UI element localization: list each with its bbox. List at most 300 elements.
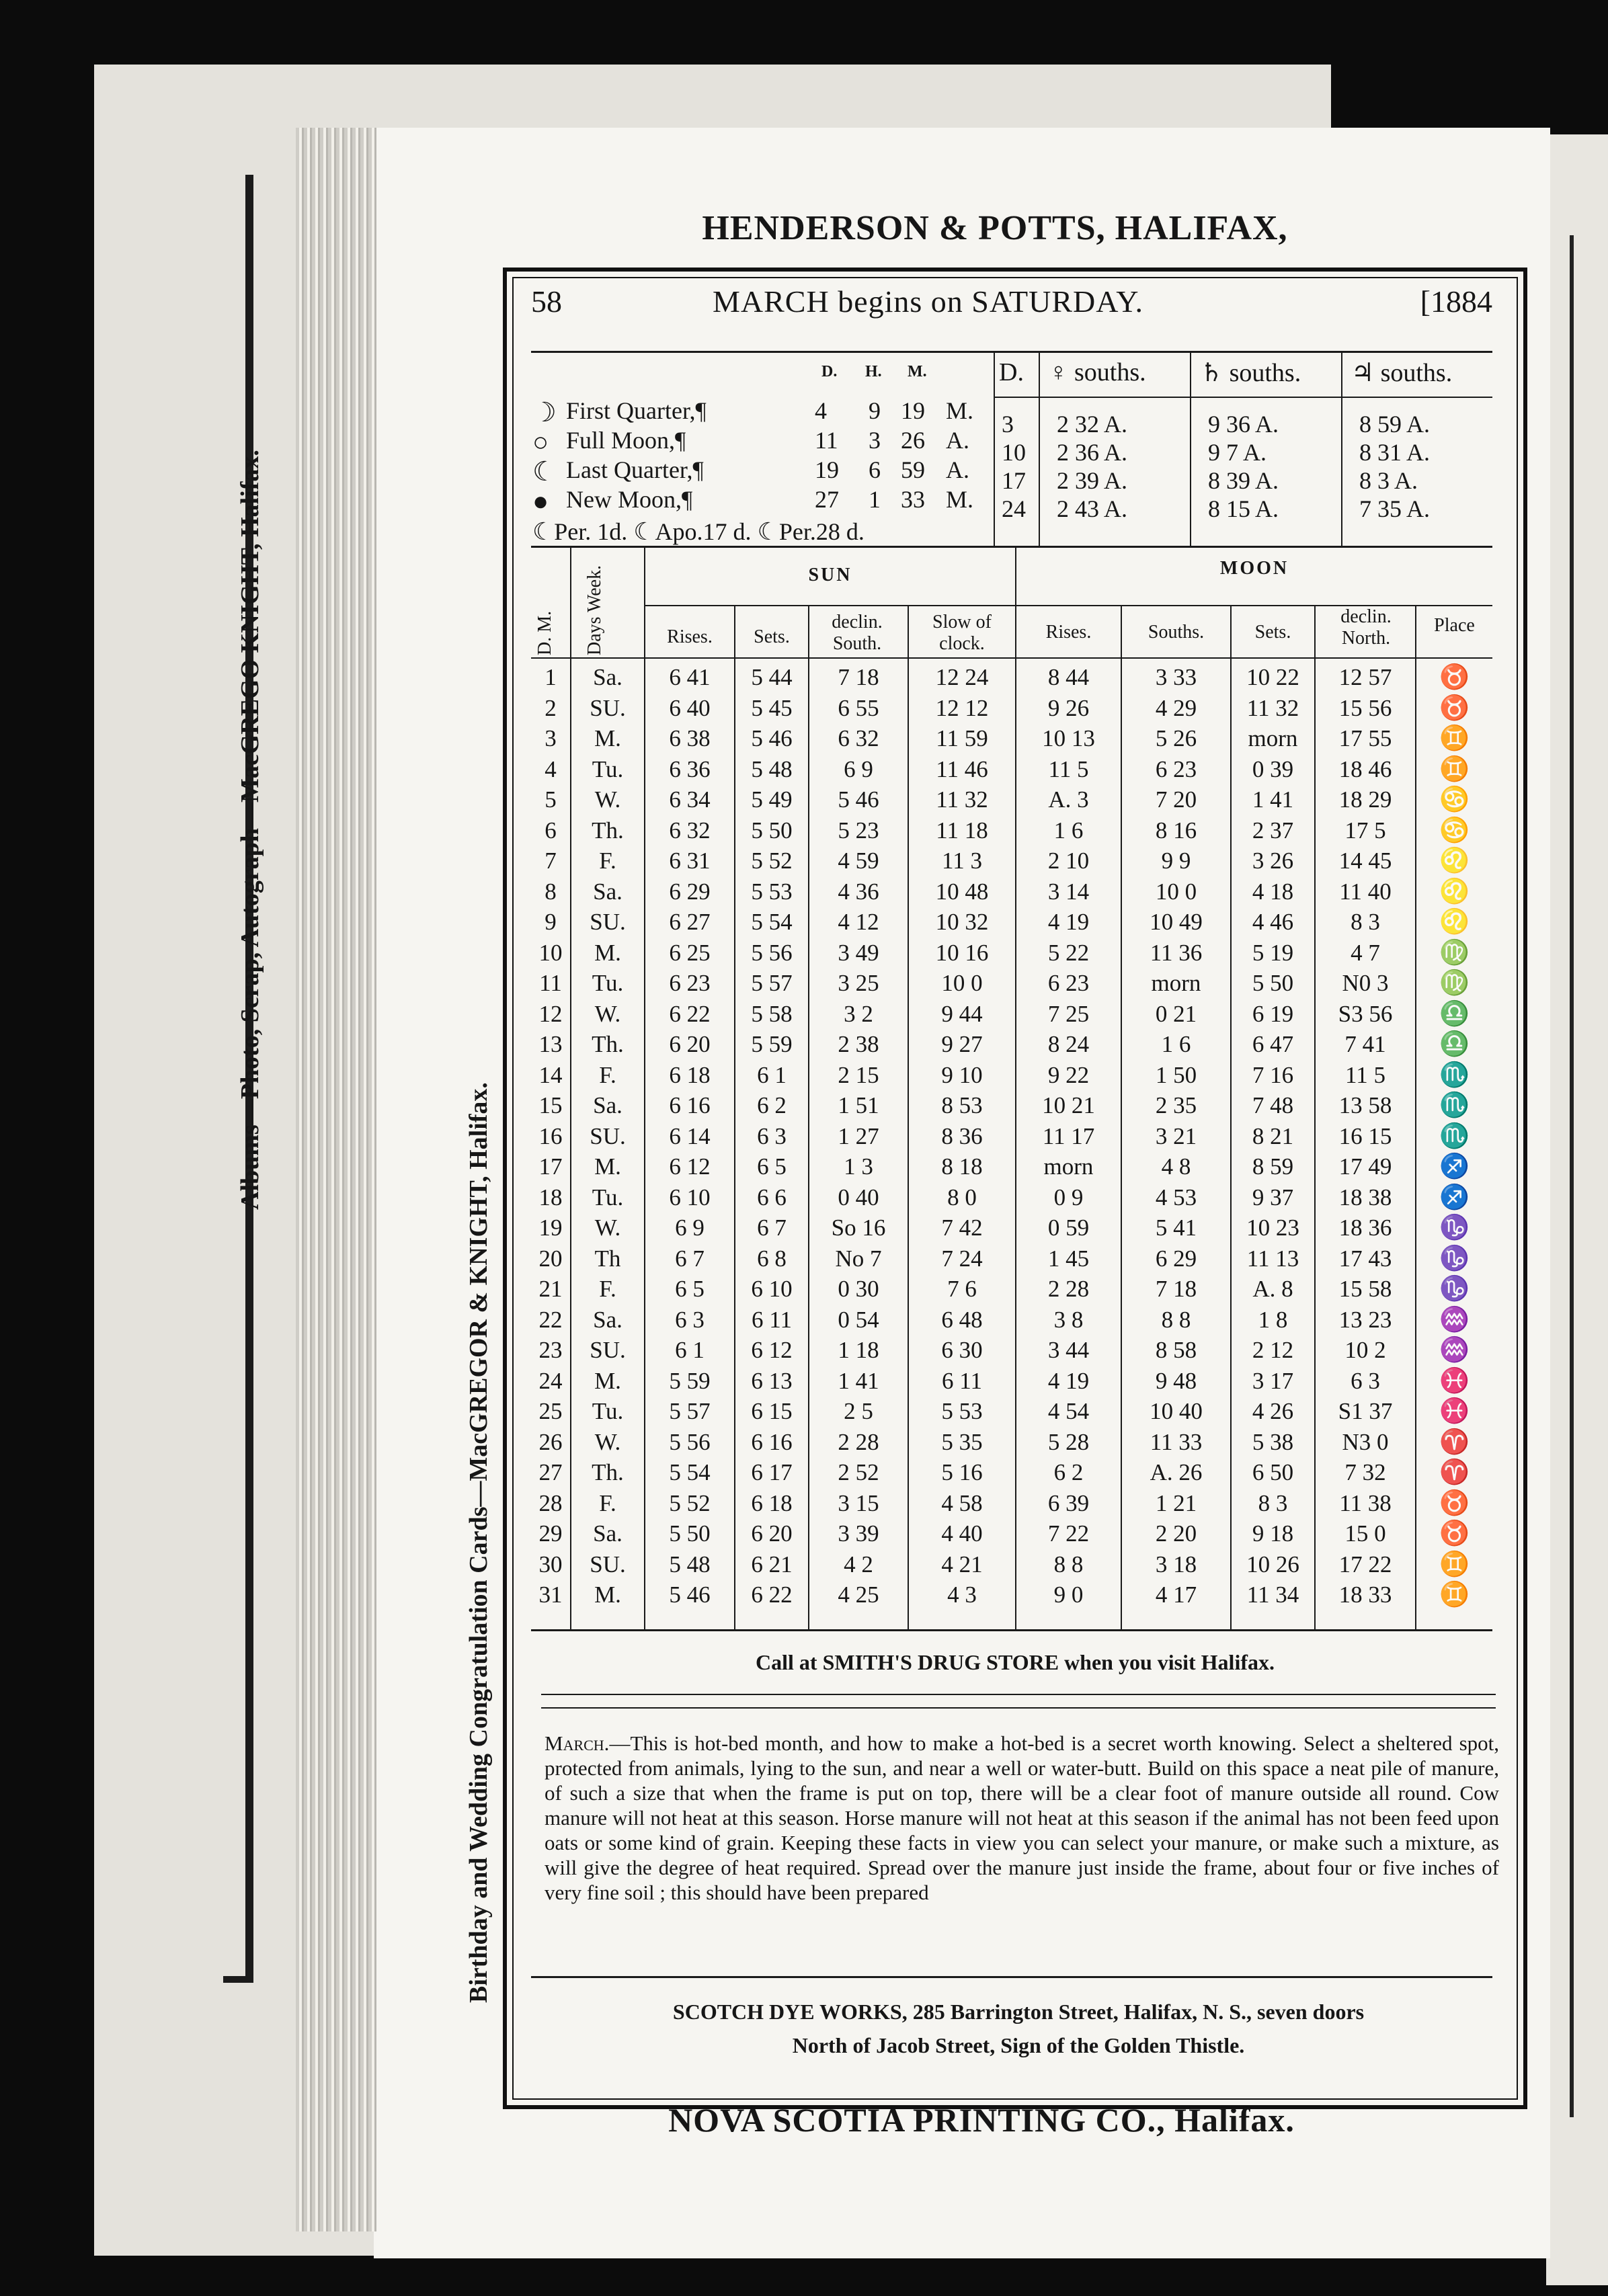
moon-declination-cell: 15 56	[1338, 694, 1392, 721]
day-of-week-cell: SU.	[590, 694, 626, 721]
moon-sets-cell: 5 19	[1252, 939, 1294, 966]
moon-rises-cell: 5 22	[1047, 939, 1090, 966]
moon-declination-cell: 8 3	[1351, 909, 1380, 935]
table-row	[531, 1396, 1492, 1426]
sun-declination-cell: 3 25	[838, 970, 879, 996]
jupiter-souths: 8 59 A.	[1359, 411, 1431, 438]
phase-name: First Quarter,¶	[566, 397, 707, 424]
march-gardening-note	[545, 1731, 1499, 1905]
sun-sets-cell: 6 18	[751, 1489, 793, 1516]
table-row	[531, 846, 1492, 876]
moon-rises-cell: 2 10	[1047, 848, 1090, 874]
slow-of-clock-cell: 11 59	[936, 725, 988, 751]
planet-header-d: D.	[999, 358, 1024, 386]
phase-minute: 59	[901, 456, 925, 483]
moon-rises-cell: 10 13	[1042, 725, 1095, 751]
sun-declination-cell: 0 30	[838, 1276, 879, 1302]
moon-rises-cell: 7 25	[1047, 1000, 1090, 1027]
phase-day: 27	[815, 486, 839, 513]
table-row	[531, 907, 1492, 937]
moon-declination-cell: 17 22	[1338, 1551, 1392, 1577]
moon-souths-cell: 4 29	[1155, 694, 1197, 721]
moon-sets-cell: 7 16	[1252, 1061, 1294, 1088]
sun-rises-cell: 5 57	[669, 1398, 711, 1424]
moon-declination-cell: 6 3	[1351, 1367, 1380, 1394]
page-stack-edge	[296, 128, 376, 2231]
sun-declination-cell: 1 27	[838, 1122, 879, 1149]
sun-rises-cell: 5 54	[669, 1459, 711, 1485]
sun-declination-cell: 1 51	[838, 1092, 879, 1118]
day-of-month-cell: 13	[538, 1031, 563, 1057]
slow-of-clock-cell: 5 35	[941, 1428, 983, 1455]
day-of-month-header: D. M.	[534, 610, 555, 655]
moon-sets-cell: 0 39	[1252, 755, 1294, 782]
day-of-month-cell: 8	[545, 878, 557, 905]
scotch-dye-works-advertisement	[531, 1995, 1506, 2062]
moon-sets-cell: 6 50	[1252, 1459, 1294, 1485]
day-of-month-cell: 24	[538, 1367, 563, 1394]
sun-declination-cell: 2 5	[844, 1398, 873, 1424]
moon-rises-cell: 6 39	[1047, 1489, 1090, 1516]
day-of-week-cell: W.	[594, 1215, 621, 1241]
day-of-week-cell: Sa.	[593, 1092, 622, 1118]
saturn-souths: 8 39 A.	[1208, 467, 1279, 494]
moon-group-header: MOON	[1219, 558, 1289, 579]
moon-sets-header: Sets.	[1254, 622, 1291, 643]
slow-of-clock-cell: 8 0	[947, 1184, 977, 1211]
venus-souths: 2 39 A.	[1057, 467, 1128, 494]
moon-place-sign-icon: ♍	[1439, 938, 1470, 966]
moon-rises-cell: 4 54	[1047, 1398, 1090, 1424]
phases-bottom-rule	[531, 546, 1492, 548]
sun-sets-cell: 6 6	[757, 1184, 787, 1211]
moon-place-sign-icon: ♊	[1439, 725, 1470, 751]
sun-rises-cell: 5 59	[669, 1367, 711, 1394]
phase-am-pm: A.	[946, 456, 969, 483]
moon-sets-cell: 6 47	[1252, 1031, 1294, 1057]
table-row	[531, 968, 1492, 998]
sun-rises-cell: 6 12	[669, 1153, 711, 1180]
slow-of-clock-cell: 10 48	[935, 878, 989, 905]
sun-declination-cell: 3 49	[838, 939, 879, 966]
day-of-week-header: Days Week.	[584, 565, 605, 655]
moon-rises-cell: 8 24	[1047, 1031, 1090, 1057]
moon-souths-cell: 3 21	[1155, 1122, 1197, 1149]
moon-sets-cell: 9 37	[1252, 1184, 1294, 1211]
moon-sets-cell: 10 26	[1246, 1551, 1299, 1577]
sun-sets-cell: 5 57	[751, 970, 793, 996]
day-of-week-cell: W.	[594, 1428, 621, 1455]
day-of-month-cell: 2	[545, 694, 557, 721]
moon-place-sign-icon: ♋	[1439, 816, 1470, 844]
day-of-month-cell: 4	[545, 755, 557, 782]
moon-sets-cell: 1 8	[1258, 1306, 1288, 1333]
day-of-week-cell: M.	[594, 725, 621, 751]
phase-glyph-icon: ●	[532, 486, 549, 516]
table-row	[531, 1518, 1492, 1549]
sun-declination-cell: 6 9	[844, 755, 873, 782]
sun-declination-header: declin. South.	[832, 612, 883, 654]
venus-souths: 2 43 A.	[1057, 495, 1128, 522]
moon-declination-cell: 13 23	[1338, 1306, 1392, 1333]
moon-place-sign-icon: ♌	[1439, 847, 1470, 874]
moon-souths-cell: 9 48	[1155, 1367, 1197, 1394]
moon-place-sign-icon: ♌	[1439, 908, 1470, 935]
table-row	[531, 1274, 1492, 1304]
moon-souths-cell: 8 8	[1161, 1306, 1191, 1333]
moon-declination-cell: S3 56	[1338, 1000, 1393, 1027]
day-of-week-cell: F.	[599, 848, 616, 874]
table-row	[531, 1121, 1492, 1151]
ad-rule-2	[541, 1707, 1496, 1709]
day-of-week-cell: F.	[599, 1061, 616, 1088]
planet-header-venus: ♀ souths.	[1049, 358, 1146, 386]
moon-souths-cell: 10 0	[1155, 878, 1197, 905]
perigee-apogee-text: ☾Per. 1d. ☾Apo.17 d. ☾Per.28 d.	[532, 518, 865, 545]
facing-page-rule-foot	[223, 1976, 253, 1983]
day-of-month-cell: 18	[538, 1184, 563, 1211]
day-of-month-cell: 3	[545, 725, 557, 751]
moon-place-sign-icon: ♈	[1439, 1428, 1470, 1455]
day-of-month-cell: 25	[538, 1398, 563, 1424]
moon-sets-cell: 10 23	[1246, 1215, 1299, 1241]
moon-rises-cell: 6 23	[1047, 970, 1090, 996]
moon-declination-cell: 11 5	[1345, 1061, 1385, 1088]
day-of-week-cell: Th	[594, 1245, 621, 1272]
table-row	[531, 1580, 1492, 1610]
next-page-edge	[1546, 134, 1608, 2285]
day-of-week-cell: M.	[594, 1582, 621, 1608]
jupiter-souths: 7 35 A.	[1359, 495, 1431, 522]
slow-of-clock-cell: 5 53	[941, 1398, 983, 1424]
moon-souths-cell: 5 41	[1155, 1215, 1197, 1241]
day-of-month-cell: 26	[538, 1428, 563, 1455]
jupiter-souths: 8 31 A.	[1359, 439, 1431, 466]
moon-declination-cell: 4 7	[1351, 939, 1380, 966]
day-of-month-cell: 31	[538, 1582, 563, 1608]
moon-place-sign-icon: ♓	[1439, 1397, 1470, 1424]
moon-rises-cell: 1 45	[1047, 1245, 1090, 1272]
sun-sets-cell: 5 54	[751, 909, 793, 935]
day-of-week-cell: Th.	[592, 817, 624, 844]
sun-rises-cell: 6 9	[675, 1215, 705, 1241]
day-of-month-cell: 7	[545, 848, 557, 874]
slow-of-clock-cell: 11 46	[936, 755, 988, 782]
sun-rises-cell: 6 38	[669, 725, 711, 751]
sun-rises-cell: 6 25	[669, 939, 711, 966]
sun-rises-cell: 6 23	[669, 970, 711, 996]
sun-declination-cell: 7 18	[838, 664, 879, 690]
moon-souths-cell: 6 29	[1155, 1245, 1197, 1272]
moon-souths-cell: 2 35	[1155, 1092, 1197, 1118]
phase-day: 4	[815, 397, 827, 424]
sun-sets-cell: 6 13	[751, 1367, 793, 1394]
slow-of-clock-cell: 10 16	[935, 939, 989, 966]
sun-declination-cell: 3 39	[838, 1520, 879, 1547]
sun-rises-cell: 6 34	[669, 786, 711, 813]
moon-place-sign-icon: ♌	[1439, 877, 1470, 905]
sun-sets-cell: 6 17	[751, 1459, 793, 1485]
moon-declination-cell: 17 49	[1338, 1153, 1392, 1180]
smith-drug-store-advertisement: Call at SMITH'S DRUG STORE when you visit Halifax.	[756, 1650, 1275, 1674]
moon-place-sign-icon: ♓	[1439, 1366, 1470, 1394]
moon-souths-cell: 5 26	[1155, 725, 1197, 751]
sun-declination-cell: No 7	[835, 1245, 882, 1272]
moon-place-sign-icon: ♏	[1439, 1061, 1470, 1088]
day-of-month-cell: 6	[545, 817, 557, 844]
day-of-month-cell: 10	[538, 939, 563, 966]
moon-souths-cell: 7 20	[1155, 786, 1197, 813]
moon-place-sign-icon: ♏	[1439, 1092, 1470, 1118]
moon-declination-cell: 12 57	[1338, 664, 1392, 690]
table-row	[531, 938, 1492, 968]
moon-souths-cell: 1 6	[1161, 1031, 1191, 1057]
facing-page-side-advertisement	[235, 1170, 265, 1210]
sun-declination-cell: 4 25	[838, 1582, 879, 1608]
moon-place-sign-icon: ♉	[1439, 1520, 1470, 1547]
sun-rises-cell: 6 32	[669, 817, 711, 844]
month-title: MARCH begins on SATURDAY.	[713, 284, 1144, 319]
sun-sets-cell: 5 45	[751, 694, 793, 721]
day-of-month-cell: 17	[538, 1153, 563, 1180]
slow-of-clock-cell: 9 10	[941, 1061, 983, 1088]
sun-sets-cell: 6 20	[751, 1520, 793, 1547]
day-of-month-cell: 27	[538, 1459, 563, 1485]
moon-rises-cell: 1 6	[1053, 817, 1084, 844]
phase-am-pm: A.	[946, 427, 969, 454]
sun-declination-cell: 2 52	[838, 1459, 879, 1485]
slow-of-clock-cell: 4 40	[941, 1520, 983, 1547]
moon-souths-cell: 2 20	[1155, 1520, 1197, 1547]
sun-rises-cell: 6 29	[669, 878, 711, 905]
day-of-month-cell: 22	[538, 1306, 563, 1333]
moon-declination-cell: 15 58	[1338, 1276, 1392, 1302]
moon-place-sign-icon: ♒	[1439, 1336, 1470, 1363]
planet-saturn-divider	[1341, 351, 1342, 546]
slow-of-clock-header: Slow of clock.	[932, 612, 992, 654]
moon-sets-cell: 8 21	[1252, 1122, 1294, 1149]
day-of-week-cell: M.	[594, 1367, 621, 1394]
phase-hour: 6	[869, 456, 881, 483]
sun-rises-cell: 6 18	[669, 1061, 711, 1088]
day-of-month-cell: 1	[545, 664, 557, 690]
moon-souths-cell: 8 58	[1155, 1337, 1197, 1363]
moon-rises-cell: morn	[1043, 1153, 1094, 1180]
moon-sets-cell: 9 18	[1252, 1520, 1294, 1547]
sun-declination-cell: 1 18	[838, 1337, 879, 1363]
sun-sets-cell: 5 53	[751, 878, 793, 905]
moon-sets-cell: 7 48	[1252, 1092, 1294, 1118]
moon-rises-cell: 11 17	[1042, 1122, 1095, 1149]
sun-sets-cell: 6 8	[757, 1245, 787, 1272]
table-row	[531, 662, 1492, 692]
day-of-month-cell: 11	[539, 970, 562, 996]
sun-group-header: SUN	[808, 565, 852, 585]
day-of-month-cell: 19	[538, 1215, 563, 1241]
table-bottom-rule	[531, 1629, 1492, 1631]
slow-of-clock-cell: 11 3	[942, 848, 982, 874]
moon-place-sign-icon: ♎	[1439, 1030, 1470, 1057]
moon-declination-cell: 18 38	[1338, 1184, 1392, 1211]
day-of-month-cell: 20	[538, 1245, 563, 1272]
moon-sets-cell: 3 17	[1252, 1367, 1294, 1394]
phase-hour: 1	[869, 486, 881, 513]
phase-header-h: H.	[865, 363, 882, 380]
sun-rises-cell: 6 27	[669, 909, 711, 935]
phase-day: 19	[815, 456, 839, 483]
moon-souths-cell: 8 16	[1155, 817, 1197, 844]
sun-rises-cell: 6 31	[669, 848, 711, 874]
moon-place-sign-icon: ♏	[1439, 1122, 1470, 1149]
day-of-month-cell: 14	[538, 1061, 563, 1088]
moon-souths-cell: morn	[1151, 970, 1201, 996]
moon-sets-cell: 5 50	[1252, 970, 1294, 996]
day-of-month-cell: 28	[538, 1489, 563, 1516]
day-of-week-cell: M.	[594, 939, 621, 966]
moon-declination-cell: 7 32	[1344, 1459, 1386, 1485]
planet-venus-divider	[1190, 351, 1191, 546]
table-row	[531, 754, 1492, 784]
moon-souths-cell: 3 18	[1155, 1551, 1197, 1577]
sun-declination-cell: 6 32	[838, 725, 879, 751]
moon-place-sign-icon: ♊	[1439, 1550, 1470, 1577]
slow-of-clock-cell: 7 6	[947, 1276, 977, 1302]
moon-rises-cell: 9 0	[1053, 1582, 1084, 1608]
moon-rises-cell: 7 22	[1047, 1520, 1090, 1547]
table-row	[531, 1060, 1492, 1090]
moon-souths-cell: 10 49	[1150, 909, 1203, 935]
sun-rises-cell: 6 5	[675, 1276, 705, 1302]
moon-rises-cell: 10 21	[1042, 1092, 1095, 1118]
table-row	[531, 1213, 1492, 1243]
day-of-week-cell: SU.	[590, 909, 626, 935]
sun-declination-cell: 0 54	[838, 1306, 879, 1333]
sun-declination-cell: 1 41	[838, 1367, 879, 1394]
planet-day: 10	[1002, 439, 1026, 466]
moon-place-sign-icon: ♊	[1439, 755, 1470, 782]
moon-declination-header: declin. North.	[1340, 606, 1392, 649]
moon-declination-cell: 17 5	[1344, 817, 1386, 844]
table-row	[531, 693, 1492, 723]
moon-place-sign-icon: ♉	[1439, 663, 1470, 690]
sun-rises-cell: 5 46	[669, 1582, 711, 1608]
day-of-week-cell: SU.	[590, 1122, 626, 1149]
phase-minute: 26	[901, 427, 925, 454]
moon-place-sign-icon: ♉	[1439, 1489, 1470, 1516]
moon-declination-cell: S1 37	[1338, 1398, 1393, 1424]
moon-souths-cell: 4 8	[1161, 1153, 1191, 1180]
bottom-imprint: NOVA SCOTIA PRINTING CO., Halifax.	[668, 2101, 1295, 2139]
day-of-month-cell: 16	[538, 1122, 563, 1149]
day-of-week-cell: SU.	[590, 1337, 626, 1363]
moon-sets-cell: 6 19	[1252, 1000, 1294, 1027]
slow-of-clock-cell: 6 11	[942, 1367, 982, 1394]
jupiter-souths: 8 3 A.	[1359, 467, 1418, 494]
moon-declination-cell: 11 38	[1339, 1489, 1392, 1516]
day-of-week-cell: F.	[599, 1489, 616, 1516]
sun-sets-cell: 6 1	[757, 1061, 787, 1088]
sun-sets-header: Sets.	[754, 626, 790, 647]
moon-sets-cell: 11 32	[1246, 694, 1299, 721]
day-of-week-cell: Th.	[592, 1031, 624, 1057]
moon-rises-cell: 2 28	[1047, 1276, 1090, 1302]
sun-rises-cell: 6 20	[669, 1031, 711, 1057]
calendar-table-body	[531, 662, 1492, 1630]
moon-souths-cell: 1 50	[1155, 1061, 1197, 1088]
day-of-week-cell: W.	[594, 786, 621, 813]
moon-rises-cell: 3 44	[1047, 1337, 1090, 1363]
sun-declination-cell: 2 15	[838, 1061, 879, 1088]
slow-of-clock-cell: 9 44	[941, 1000, 983, 1027]
planet-day: 17	[1002, 467, 1026, 494]
day-of-week-cell: Tu.	[592, 755, 624, 782]
page-number: 58	[531, 284, 562, 319]
moon-place-sign-icon: ♊	[1439, 1581, 1470, 1608]
sun-sets-cell: 6 2	[757, 1092, 787, 1118]
moon-place-sign-icon: ♈	[1439, 1459, 1470, 1485]
phase-name: Last Quarter,¶	[566, 456, 704, 483]
sun-sets-cell: 5 44	[751, 664, 793, 690]
sun-rises-cell: 6 40	[669, 694, 711, 721]
moon-rises-cell: A. 3	[1048, 786, 1089, 813]
sun-sets-cell: 6 16	[751, 1428, 793, 1455]
phase-hour: 9	[869, 397, 881, 424]
sun-sets-cell: 6 7	[757, 1215, 787, 1241]
march-note-body: —This is hot-bed month, and how to make a hot-bed is a secret worth knowing. Select a sheltered spot, protected from animals, lying to the sun, and near a well or water-butt. Build on this space a neat pile of manure, of such a size that when the frame is put on top, there will be a clear foot of manure outside all round. Cow manure will not heat at this season. Horse manure will not heat at this season if the animal has not been feed upon oats or some kind of grain. Keeping these facts in view you can select your manure, or make such a mixture, as will give the degree of heat required. Spread over the manure just inside the frame, about four or five inches of very fine soil ; this should have been prepared	[545, 1731, 1499, 1904]
sun-declination-cell: 5 23	[838, 817, 879, 844]
sun-sets-cell: 5 50	[751, 817, 793, 844]
table-row	[531, 1335, 1492, 1365]
moon-declination-cell: 18 46	[1338, 755, 1392, 782]
dye-works-line-1: SCOTCH DYE WORKS, 285 Barrington Street, Halifax, N. S., seven doors	[672, 2000, 1365, 2024]
slow-of-clock-cell: 4 21	[941, 1551, 983, 1577]
slow-of-clock-cell: 6 30	[941, 1337, 983, 1363]
moon-rises-cell: 4 19	[1047, 909, 1090, 935]
phase-am-pm: M.	[946, 397, 974, 424]
day-of-week-cell: Tu.	[592, 970, 624, 996]
moon-souths-cell: 10 40	[1150, 1398, 1203, 1424]
sun-declination-cell: 2 38	[838, 1031, 879, 1057]
running-head: HENDERSON & POTTS, HALIFAX,	[702, 209, 1288, 247]
moon-place-sign-icon: ♐	[1439, 1183, 1470, 1211]
moon-rises-cell: 4 19	[1047, 1367, 1090, 1394]
moon-place-sign-icon: ♑	[1439, 1214, 1470, 1241]
table-row	[531, 1549, 1492, 1580]
sun-rises-cell: 5 48	[669, 1551, 711, 1577]
day-of-month-cell: 9	[545, 909, 557, 935]
table-row	[531, 1029, 1492, 1059]
phase-divider	[994, 351, 995, 546]
sun-declination-cell: 5 46	[838, 786, 879, 813]
ad-rule-1	[541, 1694, 1496, 1695]
slow-of-clock-cell: 4 3	[947, 1582, 977, 1608]
planet-header-rule	[994, 397, 1492, 398]
moon-place-sign-icon: ♉	[1439, 694, 1470, 721]
sun-rises-cell: 6 36	[669, 755, 711, 782]
moon-souths-cell: A. 26	[1150, 1459, 1203, 1485]
moon-place-sign-icon: ♑	[1439, 1244, 1470, 1272]
slow-of-clock-cell: 8 53	[941, 1092, 983, 1118]
march-note-lead: March.	[545, 1731, 610, 1755]
slow-of-clock-cell: 8 18	[941, 1153, 983, 1180]
day-of-week-cell: Tu.	[592, 1398, 624, 1424]
day-of-week-cell: Th.	[592, 1459, 624, 1485]
phase-hour: 3	[869, 427, 881, 454]
moon-rises-cell: 8 44	[1047, 664, 1090, 690]
moon-declination-cell: 14 45	[1338, 848, 1392, 874]
sun-declination-cell: 4 59	[838, 848, 879, 874]
moon-souths-cell: 11 33	[1150, 1428, 1203, 1455]
